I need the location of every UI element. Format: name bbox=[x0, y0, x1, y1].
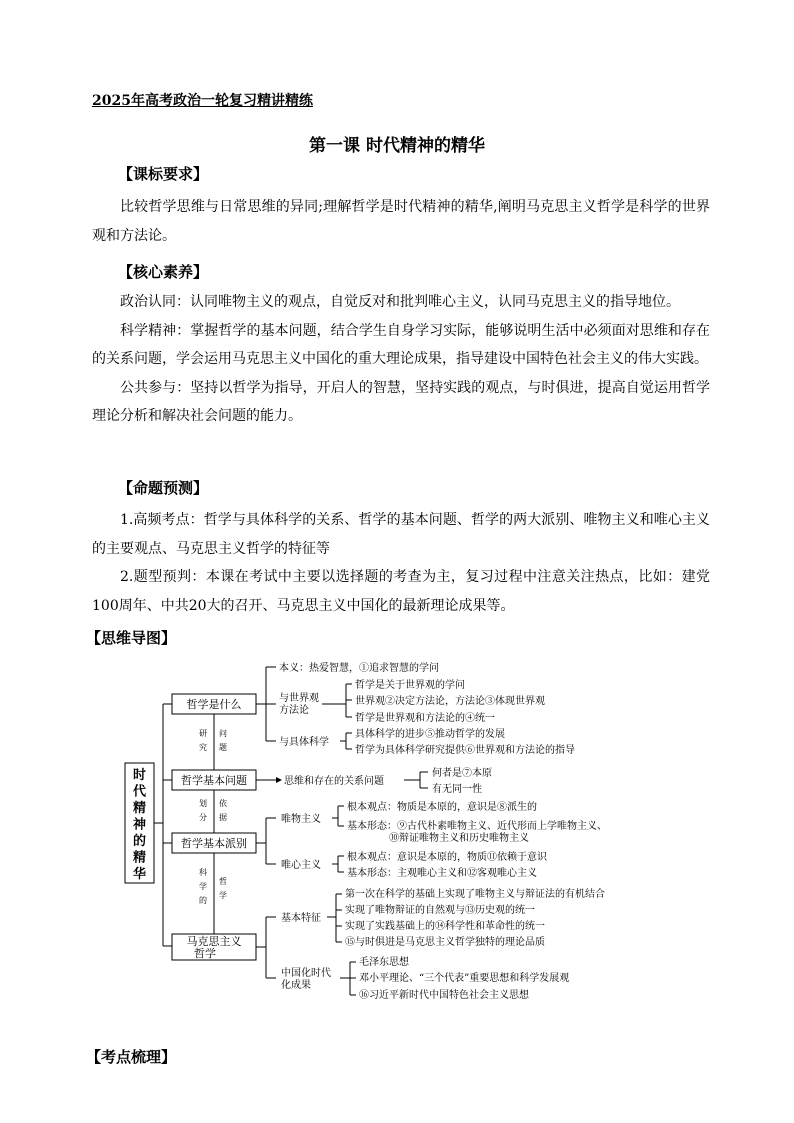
mindmap-heading: 【思维导图】 bbox=[86, 629, 177, 647]
bq-relation: 思维和存在的关系问题 bbox=[284, 776, 384, 787]
mat-item-3: ⑩辩证唯物主义和历史唯物主义 bbox=[389, 833, 529, 844]
ideal-item-1: 根本观点：意识是本原的，物质⑪依赖于意识 bbox=[347, 852, 547, 863]
lesson-title: 第一课 时代精神的精华 bbox=[309, 136, 485, 156]
connector-label-ke: 科 bbox=[199, 868, 207, 877]
forecast-item-1: 1.高频考点：哲学与具体科学的关系、哲学的基本问题、哲学的两大派别、唯物主义和唯心主义的主要观点、马克思主义哲学的特征等 bbox=[92, 512, 710, 557]
literacy-public: 公共参与：坚持以哲学为指导，开启人的智慧，坚持实践的观点，与时俱进，提高自觉运用哲学理论分析和解决社会问题的能力。 bbox=[92, 379, 710, 424]
mat-item-2: 基本形态：⑨古代朴素唯物主义、近代形而上学唯物主义、 bbox=[347, 821, 607, 832]
marx-sinic-line1: 中国化时代 bbox=[281, 968, 331, 979]
sc-item-1: 具体科学的进步⑤推动哲学的发展 bbox=[355, 729, 505, 740]
connector-label-wen: 问 bbox=[219, 729, 227, 738]
root-glyph: 代 bbox=[132, 784, 147, 800]
connector-label-yi: 依 bbox=[219, 799, 227, 808]
root-glyph: 精 bbox=[132, 801, 147, 816]
wv-item-2: 世界观②决定方法论，方法论③体现世界观 bbox=[355, 696, 545, 707]
connector-label-ti: 题 bbox=[219, 743, 227, 752]
literacy-science: 科学精神：掌握哲学的基本问题，结合学生自身学习实际，能够说明生活中必须面对思维和存在的关系问题，学会运用马克思主义中国化的重大理论成果，指导建设中国特色社会主义的伟大实践。 bbox=[92, 322, 710, 367]
feature-item-2: 实现了唯物辩证的自然观与⑬历史观的统一 bbox=[345, 905, 535, 916]
literacy-political: 政治认同：认同唯物主义的观点，自觉反对和批判唯心主义，认同马克思主义的指导地位。 bbox=[120, 294, 680, 310]
curriculum-text: 比较哲学思维与日常思维的异同;理解哲学是时代精神的精华,阐明马克思主义哲学是科学的世界观和方法论。 bbox=[92, 199, 710, 244]
curriculum-heading: 【课标要求】 bbox=[118, 165, 209, 183]
node-marx-line1: 马克思主义 bbox=[186, 935, 242, 948]
schools-materialism: 唯物主义 bbox=[281, 814, 321, 825]
arrow-icon bbox=[276, 777, 282, 783]
node-what: 哲学是什么 bbox=[186, 698, 242, 711]
sinic-item-2: 邓小平理论、“三个代表”重要思想和科学发展观 bbox=[359, 973, 570, 984]
what-worldview-line1: 与世界观 bbox=[279, 693, 319, 704]
root-glyph: 华 bbox=[132, 867, 147, 882]
points-heading: 【考点梳理】 bbox=[86, 1048, 177, 1066]
root-glyph: 时 bbox=[132, 768, 147, 783]
feature-item-1: 第一次在科学的基础上实现了唯物主义与辩证法的有机结合 bbox=[345, 889, 605, 900]
connector-label-fen: 分 bbox=[199, 813, 207, 822]
mindmap-root-label bbox=[132, 768, 147, 882]
marx-sinic-line2: 化成果 bbox=[281, 980, 311, 991]
connector-label-hua: 划 bbox=[199, 799, 207, 808]
wv-item-1: 哲学是关于世界观的学问 bbox=[355, 680, 465, 691]
connector-label-zhe: 哲 bbox=[219, 877, 227, 886]
forecast-item-2: 2.题型预判：本课在考试中主要以选择题的考查为主，复习过程中注意关注热点，比如：建党100周年、中共20大的召开、马克思主义中国化的最新理论成果等。 bbox=[92, 569, 710, 614]
node-basic-question: 哲学基本问题 bbox=[181, 774, 247, 787]
bq-item-1: 何者是⑦本原 bbox=[432, 768, 492, 779]
connector-label-xue: 学 bbox=[199, 882, 207, 891]
forecast-heading: 【命题预测】 bbox=[118, 479, 209, 497]
marx-features: 基本特征 bbox=[281, 913, 321, 924]
node-marx-line2: 哲学 bbox=[194, 947, 216, 960]
sinic-item-3: ⑯习近平新时代中国特色社会主义思想 bbox=[359, 990, 529, 1001]
literacy-heading: 【核心素养】 bbox=[118, 263, 209, 281]
wv-item-3: 哲学是世界观和方法论的④统一 bbox=[355, 713, 495, 724]
connector-label-xue2: 学 bbox=[219, 891, 227, 900]
what-science: 与具体科学 bbox=[279, 737, 329, 748]
connector-label-de: 的 bbox=[199, 896, 207, 905]
root-glyph: 精 bbox=[132, 850, 147, 866]
connector-label-jiu: 究 bbox=[199, 743, 207, 752]
connector-label-ju: 据 bbox=[219, 813, 227, 822]
series-title: 2025年高考政治一轮复习精讲精练 bbox=[92, 93, 313, 109]
feature-item-4: ⑮与时俱进是马克思主义哲学独特的理论品质 bbox=[345, 937, 545, 948]
root-glyph: 的 bbox=[132, 834, 147, 849]
schools-idealism: 唯心主义 bbox=[281, 860, 321, 871]
connector-label-yan: 研 bbox=[199, 729, 207, 738]
root-glyph: 神 bbox=[132, 817, 147, 833]
node-schools: 哲学基本派别 bbox=[181, 837, 247, 850]
what-essence: 本义：热爱智慧，①追求智慧的学问 bbox=[279, 663, 439, 674]
bq-item-2: 有无同一性 bbox=[432, 784, 482, 795]
ideal-item-2: 基本形态：主观唯心主义和⑫客观唯心主义 bbox=[347, 868, 537, 879]
mat-item-1: 根本观点：物质是本原的，意识是⑧派生的 bbox=[347, 802, 537, 813]
sc-item-2: 哲学为具体科学研究提供⑥世界观和方法论的指导 bbox=[355, 745, 575, 756]
what-worldview-line2: 方法论 bbox=[279, 705, 309, 716]
sinic-item-1: 毛泽东思想 bbox=[359, 957, 409, 968]
feature-item-3: 实现了实践基础上的⑭科学性和革命性的统一 bbox=[345, 921, 545, 932]
